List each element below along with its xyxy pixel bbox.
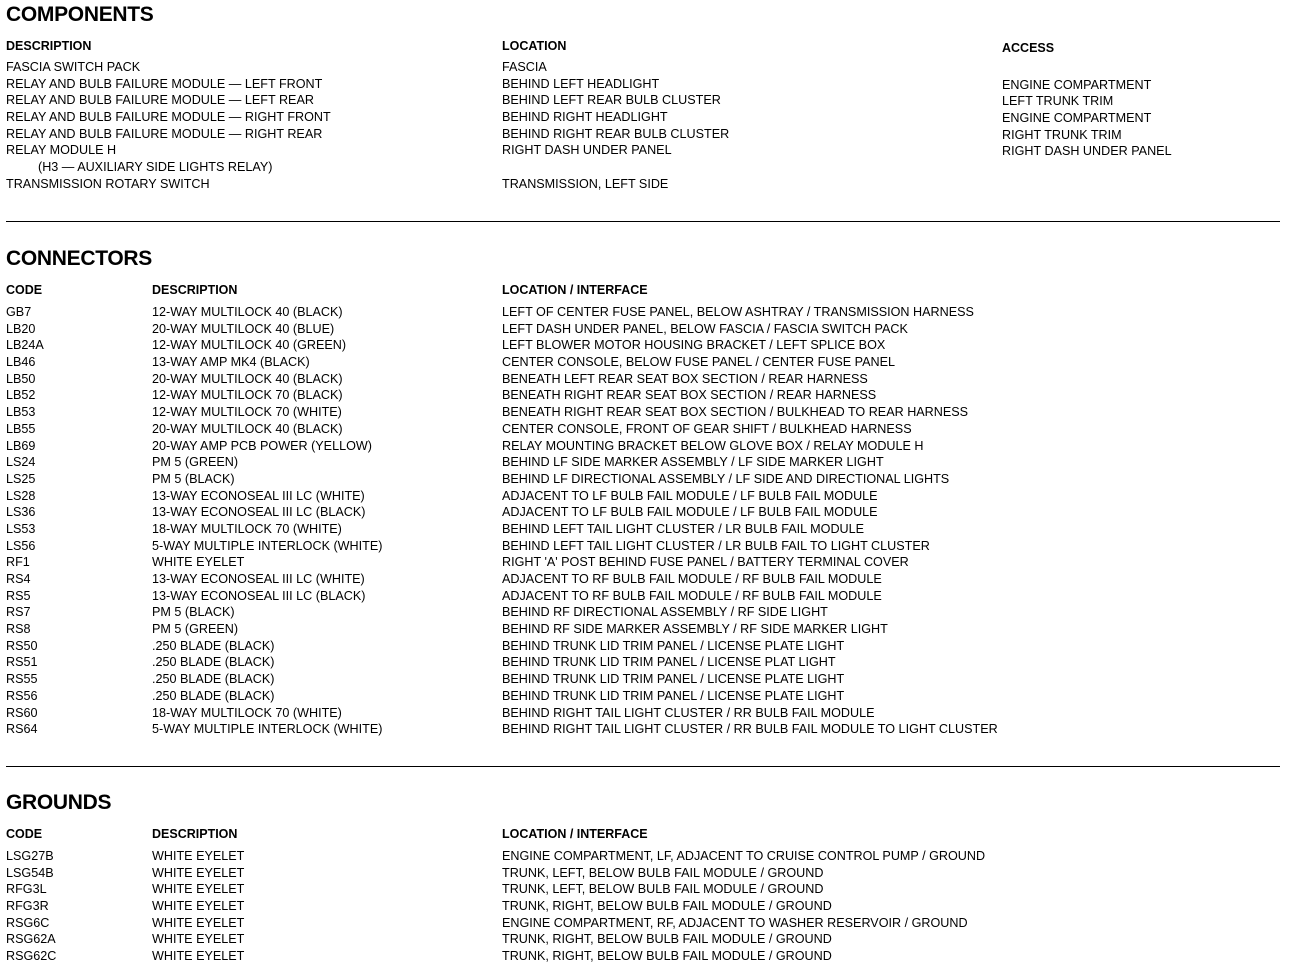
connector-description: 18-WAY MULTILOCK 70 (WHITE) bbox=[152, 521, 342, 536]
connector-description: 5-WAY MULTIPLE INTERLOCK (WHITE) bbox=[152, 722, 383, 737]
connector-description: 20-WAY MULTILOCK 40 (BLACK) bbox=[152, 421, 343, 436]
connector-description: 13-WAY AMP MK4 (BLACK) bbox=[152, 355, 310, 370]
connector-code: LB69 bbox=[6, 438, 36, 453]
connector-location: BENEATH RIGHT REAR SEAT BOX SECTION / REAR HARNESS bbox=[502, 388, 877, 403]
connector-location: BEHIND RIGHT TAIL LIGHT CLUSTER / RR BULB FAIL MODULE bbox=[502, 705, 875, 720]
ground-code: RSG62A bbox=[6, 932, 56, 947]
components-header-location: LOCATION bbox=[502, 39, 567, 53]
table-row bbox=[6, 421, 1286, 438]
table-row bbox=[6, 554, 1286, 571]
connector-description: .250 BLADE (BLACK) bbox=[152, 672, 275, 687]
ground-description: WHITE EYELET bbox=[152, 915, 245, 930]
component-description: RELAY AND BULB FAILURE MODULE — LEFT REAR bbox=[6, 93, 314, 108]
ground-location: TRUNK, RIGHT, BELOW BULB FAIL MODULE / GROUND bbox=[502, 899, 832, 914]
ground-description: WHITE EYELET bbox=[152, 865, 245, 880]
table-row bbox=[6, 638, 1286, 655]
connectors-table bbox=[6, 304, 1286, 738]
connector-code: LB53 bbox=[6, 405, 36, 420]
connector-location: ADJACENT TO RF BULB FAIL MODULE / RF BULB FAIL MODULE bbox=[502, 588, 882, 603]
connector-description: 13-WAY ECONOSEAL III LC (WHITE) bbox=[152, 572, 365, 586]
connector-code: RS51 bbox=[6, 655, 38, 670]
connector-description: PM 5 (BLACK) bbox=[152, 471, 235, 486]
section-divider bbox=[6, 221, 1280, 222]
table-row bbox=[6, 438, 1286, 455]
component-access: LEFT TRUNK TRIM bbox=[1002, 94, 1114, 109]
section-divider bbox=[6, 766, 1280, 767]
table-row bbox=[6, 688, 1286, 705]
table-row bbox=[6, 654, 1286, 671]
connector-location: BEHIND LF DIRECTIONAL ASSEMBLY / LF SIDE AND DIRECTIONAL LIGHTS bbox=[502, 471, 950, 486]
connector-location: ADJACENT TO RF BULB FAIL MODULE / RF BULB FAIL MODULE bbox=[502, 572, 882, 586]
ground-code: LSG27B bbox=[6, 849, 54, 863]
table-row bbox=[6, 404, 1286, 421]
connector-code: LS25 bbox=[6, 471, 36, 486]
connector-code: RS7 bbox=[6, 605, 31, 620]
connector-code: LB46 bbox=[6, 355, 36, 370]
table-row bbox=[6, 354, 1286, 371]
component-location: FASCIA bbox=[502, 60, 547, 74]
connector-description: 20-WAY MULTILOCK 40 (BLACK) bbox=[152, 371, 343, 386]
connector-location: LEFT DASH UNDER PANEL, BELOW FASCIA / FASCIA SWITCH PACK bbox=[502, 321, 908, 336]
table-row bbox=[6, 387, 1286, 404]
table-row bbox=[6, 304, 1286, 321]
ground-location: TRUNK, RIGHT, BELOW BULB FAIL MODULE / GROUND bbox=[502, 949, 832, 964]
table-row bbox=[6, 176, 1286, 193]
component-access: ENGINE COMPARTMENT bbox=[1002, 77, 1152, 92]
table-row bbox=[6, 454, 1286, 471]
ground-description: WHITE EYELET bbox=[152, 899, 245, 914]
ground-description: WHITE EYELET bbox=[152, 949, 245, 964]
connector-location: BEHIND LF SIDE MARKER ASSEMBLY / LF SIDE MARKER LIGHT bbox=[502, 455, 884, 470]
component-access: ENGINE COMPARTMENT bbox=[1002, 111, 1152, 126]
connector-location: BEHIND TRUNK LID TRIM PANEL / LICENSE PLAT LIGHT bbox=[502, 655, 836, 670]
connector-location: ADJACENT TO LF BULB FAIL MODULE / LF BULB FAIL MODULE bbox=[502, 505, 878, 520]
component-location: BEHIND LEFT HEADLIGHT bbox=[502, 76, 660, 91]
connector-location: BENEATH LEFT REAR SEAT BOX SECTION / REAR HARNESS bbox=[502, 371, 868, 386]
table-row bbox=[6, 371, 1286, 388]
connector-location: CENTER CONSOLE, FRONT OF GEAR SHIFT / BULKHEAD HARNESS bbox=[502, 421, 912, 436]
grounds-title: GROUNDS bbox=[6, 791, 112, 814]
components-title: COMPONENTS bbox=[6, 3, 154, 26]
ground-code: RFG3L bbox=[6, 882, 47, 897]
ground-code: LSG54B bbox=[6, 865, 54, 880]
connector-code: RS4 bbox=[6, 572, 31, 586]
connector-description: PM 5 (GREEN) bbox=[152, 455, 239, 470]
connector-code: RS55 bbox=[6, 672, 38, 687]
table-row bbox=[6, 948, 1286, 965]
table-row bbox=[6, 931, 1286, 948]
component-access: RIGHT DASH UNDER PANEL bbox=[1002, 144, 1172, 159]
table-row bbox=[6, 488, 1286, 505]
connector-description: .250 BLADE (BLACK) bbox=[152, 688, 275, 703]
connector-location: BEHIND RF SIDE MARKER ASSEMBLY / RF SIDE MARKER LIGHT bbox=[502, 622, 888, 637]
table-row bbox=[6, 471, 1286, 488]
table-row bbox=[6, 721, 1286, 738]
connector-code: GB7 bbox=[6, 305, 32, 319]
table-row bbox=[6, 92, 1286, 109]
grounds-header-code: CODE bbox=[6, 827, 43, 841]
connector-description: 20-WAY MULTILOCK 40 (BLUE) bbox=[152, 321, 335, 336]
table-row bbox=[6, 881, 1286, 898]
connectors-header-code: CODE bbox=[6, 283, 43, 297]
grounds-header-description: DESCRIPTION bbox=[152, 827, 238, 841]
table-row bbox=[6, 865, 1286, 882]
components-header-access: ACCESS bbox=[1002, 41, 1055, 55]
connector-location: RELAY MOUNTING BRACKET BELOW GLOVE BOX / RELAY MODULE H bbox=[502, 438, 924, 453]
connector-code: LB20 bbox=[6, 321, 36, 336]
connector-description: 20-WAY AMP PCB POWER (YELLOW) bbox=[152, 438, 372, 453]
connector-description: PM 5 (BLACK) bbox=[152, 605, 235, 620]
ground-code: RSG62C bbox=[6, 949, 57, 964]
connector-code: LS24 bbox=[6, 455, 36, 470]
table-row bbox=[6, 705, 1286, 722]
component-location: TRANSMISSION, LEFT SIDE bbox=[502, 176, 669, 191]
table-row bbox=[6, 898, 1286, 915]
ground-location: ENGINE COMPARTMENT, LF, ADJACENT TO CRUISE CONTROL PUMP / GROUND bbox=[502, 849, 986, 863]
table-row bbox=[6, 521, 1286, 538]
connector-location: BEHIND TRUNK LID TRIM PANEL / LICENSE PLATE LIGHT bbox=[502, 638, 845, 653]
connector-location: CENTER CONSOLE, BELOW FUSE PANEL / CENTER FUSE PANEL bbox=[502, 355, 896, 370]
ground-location: ENGINE COMPARTMENT, RF, ADJACENT TO WASHER RESERVOIR / GROUND bbox=[502, 915, 968, 930]
component-description: RELAY AND BULB FAILURE MODULE — RIGHT FRONT bbox=[6, 110, 331, 125]
table-row bbox=[6, 671, 1286, 688]
connector-location: BEHIND RF DIRECTIONAL ASSEMBLY / RF SIDE LIGHT bbox=[502, 605, 828, 620]
connector-location: LEFT BLOWER MOTOR HOUSING BRACKET / LEFT SPLICE BOX bbox=[502, 338, 886, 353]
table-row bbox=[6, 848, 1286, 865]
ground-location: TRUNK, LEFT, BELOW BULB FAIL MODULE / GROUND bbox=[502, 865, 824, 880]
connector-description: 13-WAY ECONOSEAL III LC (WHITE) bbox=[152, 488, 365, 503]
connector-description: .250 BLADE (BLACK) bbox=[152, 638, 275, 653]
table-row bbox=[6, 915, 1286, 932]
component-description: RELAY MODULE H bbox=[6, 143, 117, 158]
connector-location: BEHIND RIGHT TAIL LIGHT CLUSTER / RR BULB FAIL MODULE TO LIGHT CLUSTER bbox=[502, 722, 998, 737]
ground-code: RSG6C bbox=[6, 915, 50, 930]
component-description: RELAY AND BULB FAILURE MODULE — RIGHT REAR bbox=[6, 126, 323, 141]
ground-description: WHITE EYELET bbox=[152, 849, 245, 863]
component-location: RIGHT DASH UNDER PANEL bbox=[502, 143, 672, 158]
connectors-header-description: DESCRIPTION bbox=[152, 283, 238, 297]
component-location: BEHIND LEFT REAR BULB CLUSTER bbox=[502, 93, 721, 108]
grounds-header-location: LOCATION / INTERFACE bbox=[502, 827, 648, 841]
connectors-header-location: LOCATION / INTERFACE bbox=[502, 283, 648, 297]
connector-code: LS53 bbox=[6, 521, 36, 536]
connector-location: BENEATH RIGHT REAR SEAT BOX SECTION / BULKHEAD TO REAR HARNESS bbox=[502, 405, 969, 420]
connector-description: 12-WAY MULTILOCK 70 (WHITE) bbox=[152, 405, 342, 420]
connector-code: RS8 bbox=[6, 622, 31, 637]
connector-code: LB24A bbox=[6, 338, 44, 353]
components-table bbox=[6, 59, 1286, 193]
ground-location: TRUNK, RIGHT, BELOW BULB FAIL MODULE / GROUND bbox=[502, 932, 832, 947]
table-row bbox=[6, 604, 1286, 621]
component-location: BEHIND RIGHT REAR BULB CLUSTER bbox=[502, 126, 730, 141]
connector-location: ADJACENT TO LF BULB FAIL MODULE / LF BULB FAIL MODULE bbox=[502, 488, 878, 503]
table-row bbox=[6, 538, 1286, 555]
component-access: RIGHT TRUNK TRIM bbox=[1002, 127, 1122, 142]
connector-description: 18-WAY MULTILOCK 70 (WHITE) bbox=[152, 705, 342, 720]
connector-description: 13-WAY ECONOSEAL III LC (BLACK) bbox=[152, 588, 366, 603]
connector-description: 13-WAY ECONOSEAL III LC (BLACK) bbox=[152, 505, 366, 520]
table-row bbox=[6, 126, 1286, 143]
ground-code: RFG3R bbox=[6, 899, 49, 914]
component-description: FASCIA SWITCH PACK bbox=[6, 60, 141, 74]
component-description: TRANSMISSION ROTARY SWITCH bbox=[6, 176, 210, 191]
connector-location: BEHIND LEFT TAIL LIGHT CLUSTER / LR BULB FAIL MODULE bbox=[502, 521, 865, 536]
table-row bbox=[6, 159, 1286, 176]
connector-description: 12-WAY MULTILOCK 40 (BLACK) bbox=[152, 305, 343, 319]
table-row bbox=[6, 621, 1286, 638]
connector-code: RS60 bbox=[6, 705, 38, 720]
connector-code: LB55 bbox=[6, 421, 36, 436]
connector-description: PM 5 (GREEN) bbox=[152, 622, 239, 637]
connector-description: 5-WAY MULTIPLE INTERLOCK (WHITE) bbox=[152, 538, 383, 553]
ground-description: WHITE EYELET bbox=[152, 932, 245, 947]
connector-code: LS56 bbox=[6, 538, 36, 553]
table-row bbox=[6, 588, 1286, 605]
table-row bbox=[6, 571, 1286, 588]
connector-code: RS5 bbox=[6, 588, 31, 603]
connector-code: LS28 bbox=[6, 488, 36, 503]
connector-code: LS36 bbox=[6, 505, 36, 520]
connector-location: RIGHT 'A' POST BEHIND FUSE PANEL / BATTERY TERMINAL COVER bbox=[502, 555, 909, 570]
connector-code: RS56 bbox=[6, 688, 38, 703]
connector-location: BEHIND LEFT TAIL LIGHT CLUSTER / LR BULB FAIL TO LIGHT CLUSTER bbox=[502, 538, 930, 553]
connector-code: LB52 bbox=[6, 388, 36, 403]
table-row bbox=[6, 321, 1286, 338]
connector-description: 12-WAY MULTILOCK 70 (BLACK) bbox=[152, 388, 343, 403]
ground-description: WHITE EYELET bbox=[152, 882, 245, 897]
component-note: (H3 — AUXILIARY SIDE LIGHTS RELAY) bbox=[38, 160, 273, 175]
component-description: RELAY AND BULB FAILURE MODULE — LEFT FRONT bbox=[6, 76, 323, 91]
grounds-table bbox=[6, 848, 1286, 965]
connector-code: RF1 bbox=[6, 555, 30, 570]
connector-location: LEFT OF CENTER FUSE PANEL, BELOW ASHTRAY / TRANSMISSION HARNESS bbox=[502, 305, 974, 319]
table-row bbox=[6, 337, 1286, 354]
connectors-title: CONNECTORS bbox=[6, 247, 152, 270]
connector-code: RS64 bbox=[6, 722, 38, 737]
table-row bbox=[6, 504, 1286, 521]
table-row bbox=[6, 76, 1286, 93]
connector-description: .250 BLADE (BLACK) bbox=[152, 655, 275, 670]
connector-description: 12-WAY MULTILOCK 40 (GREEN) bbox=[152, 338, 347, 353]
connector-location: BEHIND TRUNK LID TRIM PANEL / LICENSE PLATE LIGHT bbox=[502, 688, 845, 703]
connector-location: BEHIND TRUNK LID TRIM PANEL / LICENSE PLATE LIGHT bbox=[502, 672, 845, 687]
connector-code: RS50 bbox=[6, 638, 38, 653]
table-row bbox=[6, 142, 1286, 159]
connector-code: LB50 bbox=[6, 371, 36, 386]
ground-location: TRUNK, LEFT, BELOW BULB FAIL MODULE / GROUND bbox=[502, 882, 824, 897]
component-location: BEHIND RIGHT HEADLIGHT bbox=[502, 110, 668, 125]
components-header-description: DESCRIPTION bbox=[6, 39, 92, 53]
connector-description: WHITE EYELET bbox=[152, 555, 245, 570]
table-row bbox=[6, 109, 1286, 126]
table-row bbox=[6, 59, 1286, 76]
